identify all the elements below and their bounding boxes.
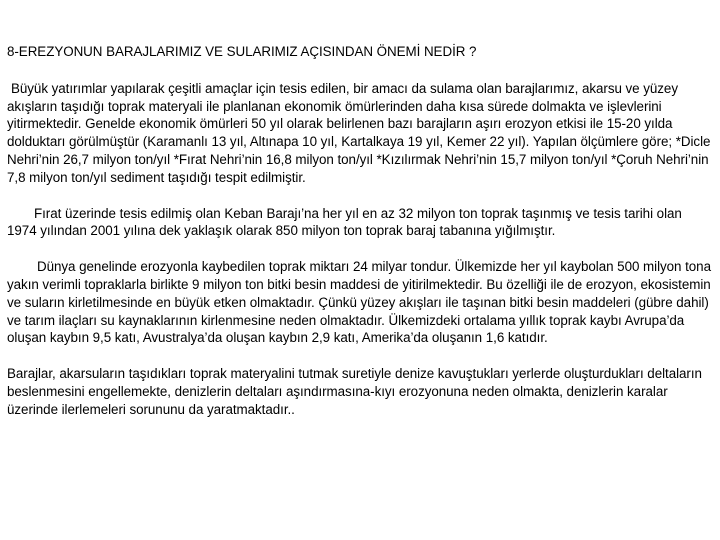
paragraph-world-erosion: Dünya genelinde erozyonla kaybedilen toprak miktarı 24 milyar tondur. Ülkemizde her yıl kaybolan 500 milyon tona yakın verimli topraklarla birlikte 9 milyon ton bitki besin maddesi de yitirilmektedir. Bu özelliği ile de erozyon, ekosistemin ve suların kirletilmesinde en büyük etken olmaktadır. Çünkü yüzey akışları ile taşınan bitki besin maddeleri (gübre dahil) ve tarım ilaçları su kaynaklarının kirlenmesine neden olmaktadır. Ülkemizdeki ortalama yıllık toprak kaybı Avrupa’da oluşan kaybın 9,5 katı, Avustralya’da oluşan kaybın 2,9 katı, Amerika’da oluşanın 1,6 katıdır.	[7, 259, 711, 346]
paragraph-delta-erosion: Barajlar, akarsuların taşıdıkları toprak materyalini tutmak suretiyle denize kavuştukları yerlerde oluşturdukları deltaların beslenmesini engellemekte, denizlerin deltaları aşındırmasına-kıyı erozyonuna neden olmakta, denizlerin karalar üzerinde ilerlemeleri sorununu da yaratmaktadır..	[7, 366, 702, 417]
document-page	[7, 43, 715, 437]
paragraph-dam-sedimentation: Büyük yatırımlar yapılarak çeşitli amaçlar için tesis edilen, bir amacı da sulama olan barajlarımız, akarsu ve yüzey akışların taşıdığı toprak materyali ile planlanan ekonomik ömürlerinden daha kısa sürede dolmakta ve işlevlerini yitirmektedir. Genelde ekonomik ömürleri 50 yıl olarak belirlenen bazı barajların aşırı erozyon etkisi ile 15-20 yılda dolduktarı görülmüştür (Karamanlı 13 yıl, Altınapa 10 yıl, Kartalkaya 19 yıl, Kemer 22 yıl). Yapılan ölçümlere göre; *Dicle Nehri’nin 26,7 milyon ton/yıl *Fırat Nehri’nin 16,8 milyon ton/yıl *Kızılırmak Nehri’nin 15,7 milyon ton/yıl *Çoruh Nehri’nin 7,8 milyon ton/yıl sediment taşıdığı tespit edilmiştir.	[7, 80, 711, 185]
paragraph-keban-dam: Fırat üzerinde tesis edilmiş olan Keban Barajı’na her yıl en az 32 milyon ton toprak taşınmış ve tesis tarihi olan 1974 yılından 2001 yılına dek yaklaşık olarak 850 milyon ton toprak baraj tabanına yığılmıştır.	[7, 205, 682, 239]
document-title: 8-EREZYONUN BARAJLARIMIZ VE SULARIMIZ AÇISINDAN ÖNEMİ NEDİR ?	[7, 44, 477, 59]
